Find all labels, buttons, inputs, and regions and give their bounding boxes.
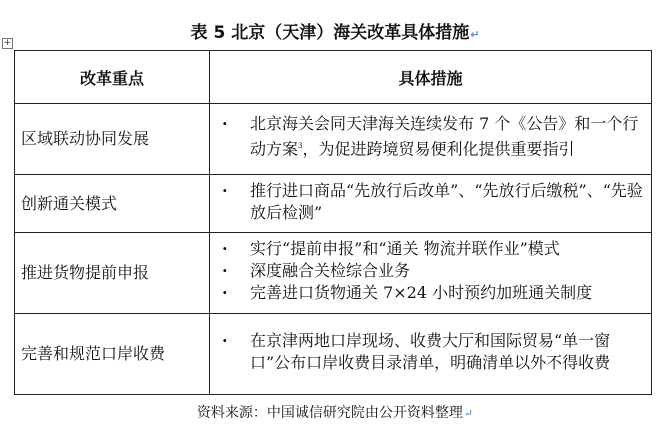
measure-text-tail: ，为促进跨境贸易便利化提供重要指引 [302,139,575,159]
measure-item: · 深度融合关检综合业务 [216,260,645,282]
focus-cell: 完善和规范口岸收费 [15,314,210,395]
measure-text: 北京海关会同天津海关连续发布 7 个《公告》和一个行动方案 [250,114,639,159]
table-caption [0,18,670,43]
table-row [15,175,652,233]
focus-cell: 推进货物提前申报 [15,233,210,314]
table-row [15,104,652,175]
source-note [0,402,670,422]
focus-cell: 创新通关模式 [15,175,210,233]
measure-item: · 在京津两地口岸现场、收费大厅和国际贸易“单一窗口”公布口岸收费目录清单，明确清单以外不得收费 [216,330,645,374]
measure-item: · 实行“提前申报”和“通关 物流并联作业”模式 [216,238,645,260]
header-measures: 具体措施 [210,51,652,104]
paragraph-mark-icon: ↵ [463,407,474,420]
measures-cell [210,104,652,175]
caption-text: 表 5 北京（天津）海关改革具体措施 [190,23,470,43]
header-focus: 改革重点 [15,51,210,104]
reform-table [14,50,652,395]
paragraph-mark-icon: ↵ [470,28,480,41]
focus-cell: 区域联动协同发展 [15,104,210,175]
measure-item [216,113,645,160]
measures-cell [210,314,652,395]
measure-item: · 完善进口货物通关 7×24 小时预约加班通关制度 [216,282,645,304]
table-row [15,233,652,314]
table-move-handle-icon[interactable]: + [3,38,12,48]
table-row [15,314,652,395]
source-text: 资料来源：中国诚信研究院由公开资料整理 [196,405,463,421]
table-header-row [15,51,652,104]
measures-cell [210,175,652,233]
measure-item: · 推行进口商品“先放行后改单”、“先放行后缴税”、“先验放后检测” [216,180,645,224]
measures-cell [210,233,652,314]
footnote-ref[interactable]: 3 [298,142,303,151]
